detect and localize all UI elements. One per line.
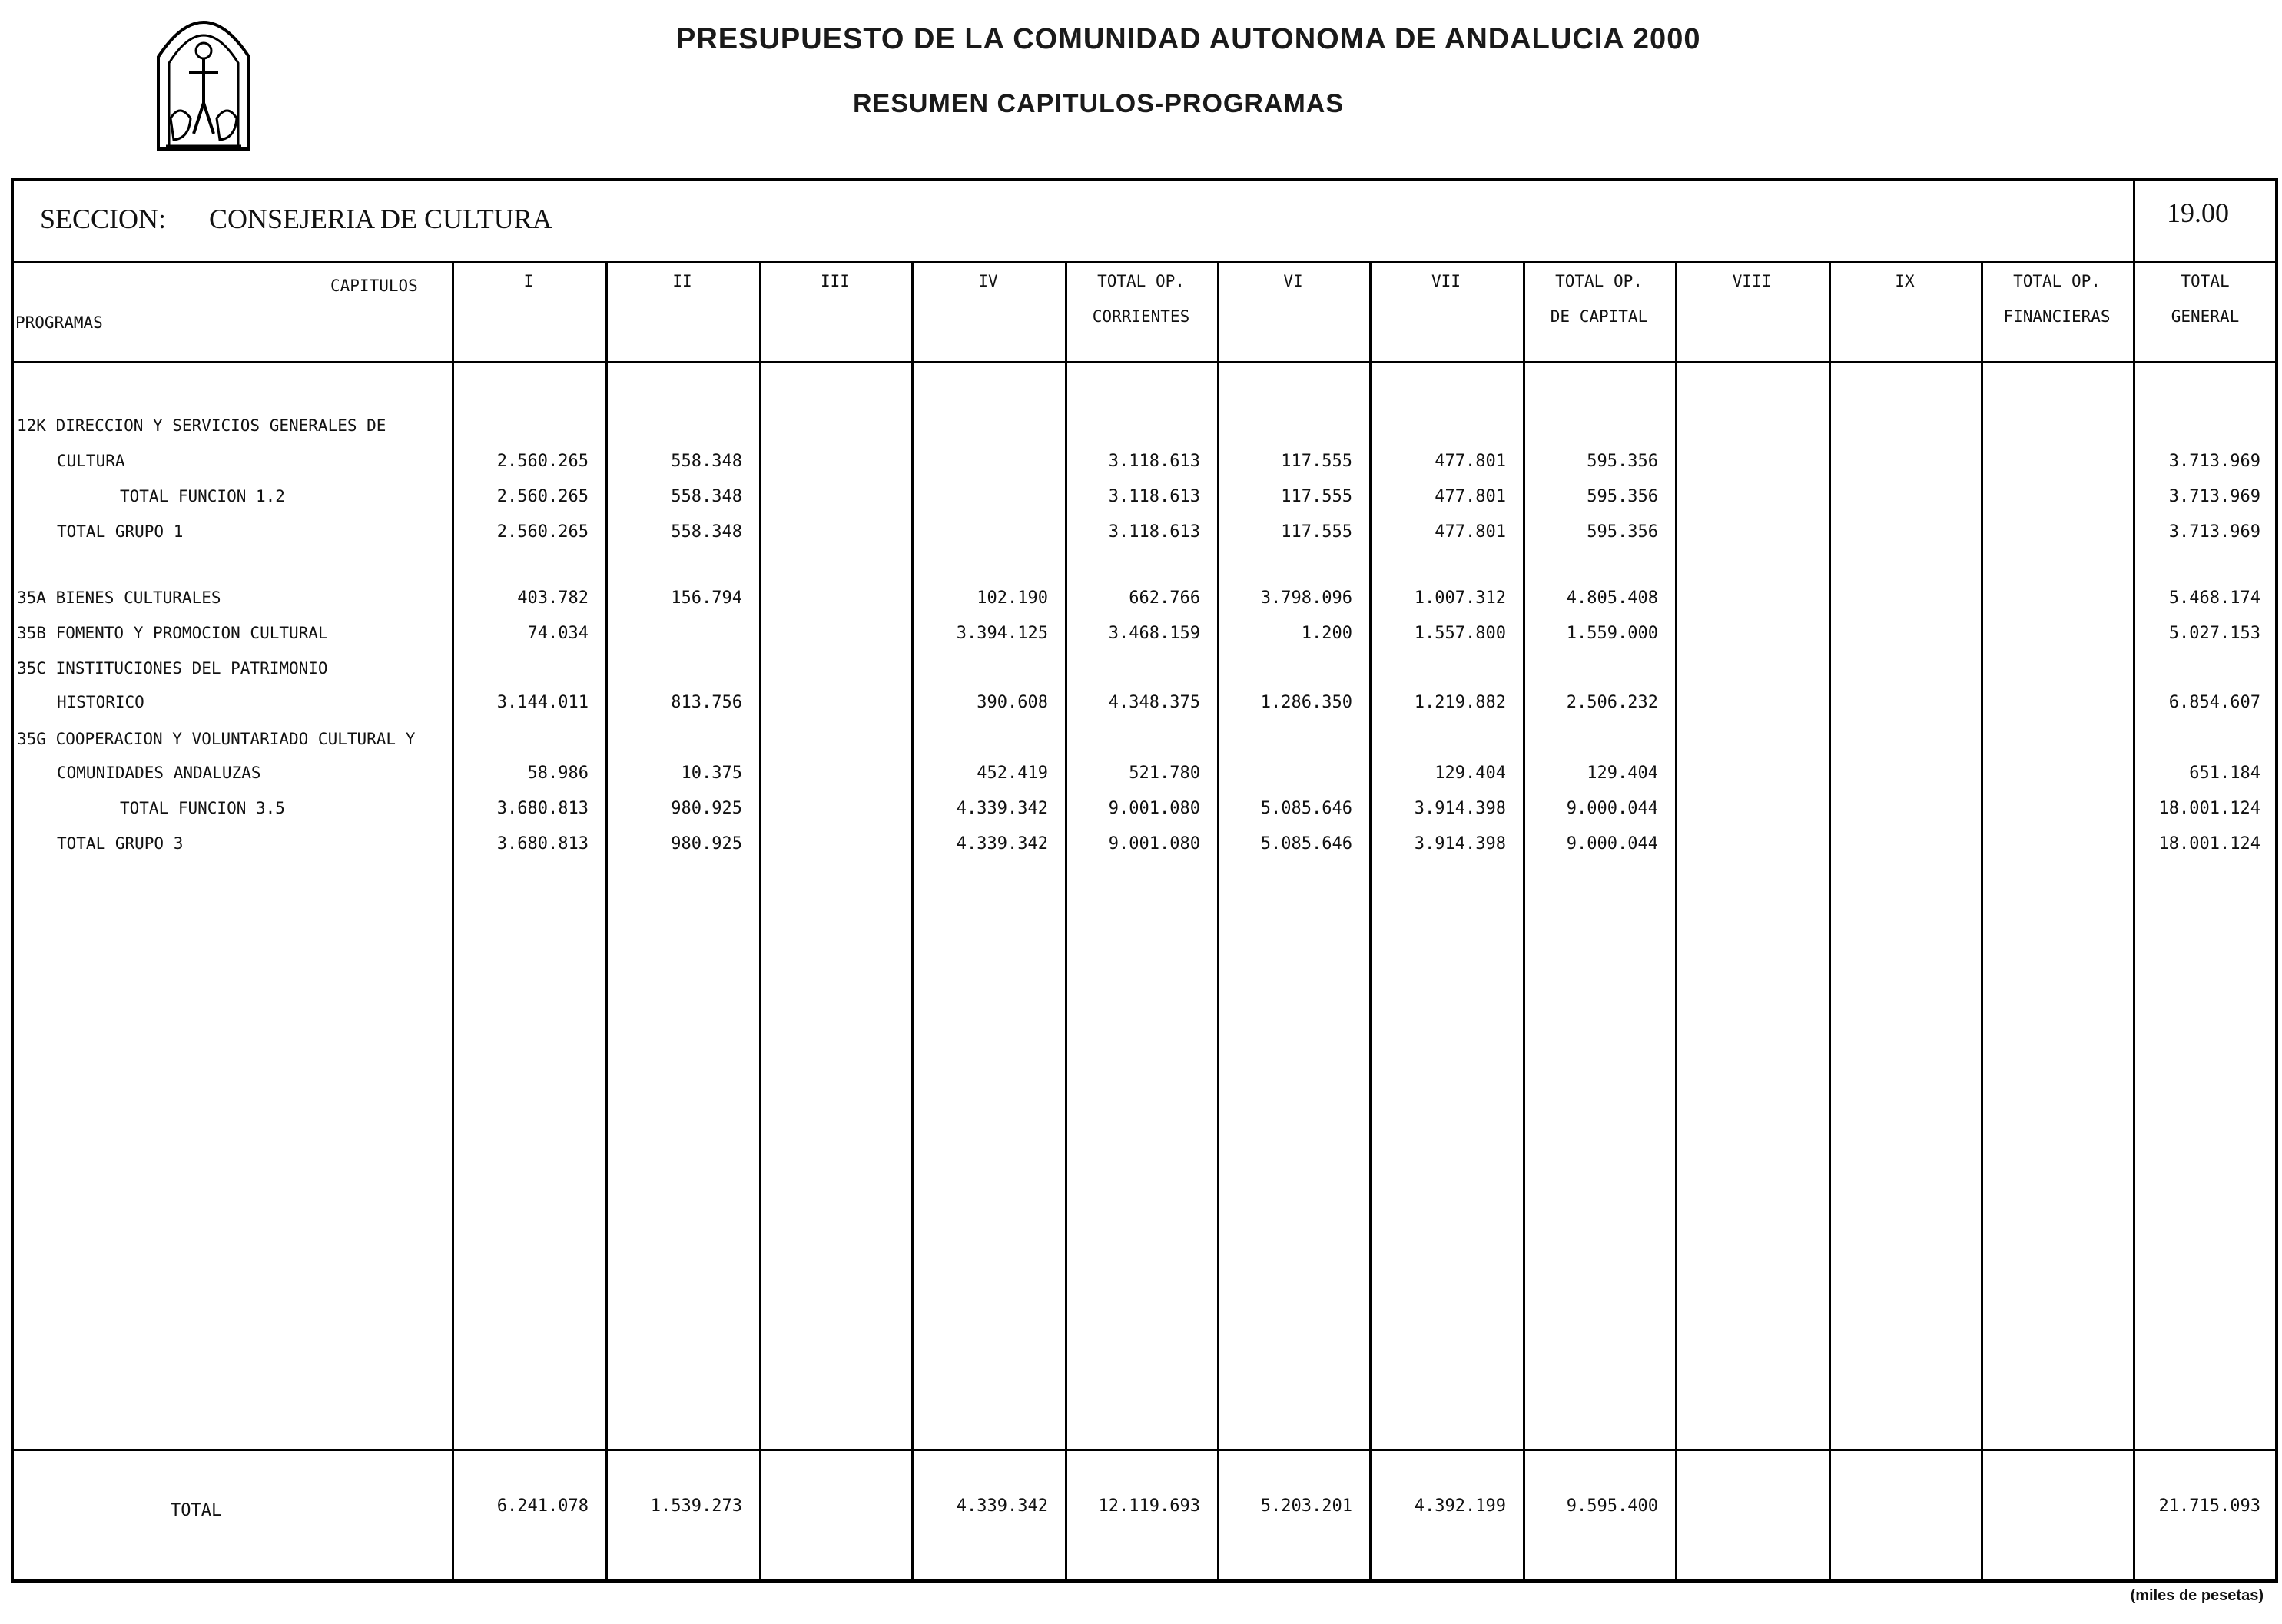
value-cell: 1.286.350 xyxy=(1260,693,1352,712)
value-cell: 452.419 xyxy=(977,764,1048,783)
value-cell: 117.555 xyxy=(1281,522,1352,542)
value-cell: 3.914.398 xyxy=(1414,834,1506,853)
value-cell: 3.118.613 xyxy=(1108,522,1200,542)
value-cell: 129.404 xyxy=(1587,764,1658,783)
program-label: COMUNIDADES ANDALUZAS xyxy=(57,764,261,782)
section-label: SECCION: xyxy=(40,204,167,234)
budget-table-frame xyxy=(11,178,2278,1583)
value-cell: 156.794 xyxy=(671,588,742,608)
section-code-divider xyxy=(2133,178,2135,263)
value-cell: 3.144.011 xyxy=(496,693,589,712)
value-cell: 5.468.174 xyxy=(2168,588,2260,608)
column-divider xyxy=(911,261,914,1583)
units-footnote: (miles de pesetas) xyxy=(2130,1587,2264,1604)
value-cell: 4.348.375 xyxy=(1108,693,1200,712)
value-cell: 58.986 xyxy=(527,764,589,783)
column-header: I xyxy=(523,272,534,290)
column-header: IX xyxy=(1895,272,1915,290)
program-label: HISTORICO xyxy=(57,693,144,711)
value-cell: 18.001.124 xyxy=(2158,834,2260,853)
header-programas: PROGRAMAS xyxy=(15,313,103,332)
program-label: TOTAL GRUPO 1 xyxy=(57,522,184,541)
total-value-cell: 4.339.342 xyxy=(956,1496,1048,1516)
total-divider xyxy=(11,1449,2278,1451)
value-cell: 477.801 xyxy=(1435,487,1506,506)
program-label: 35B FOMENTO Y PROMOCION CULTURAL xyxy=(17,624,328,642)
column-header: DE CAPITAL xyxy=(1550,307,1648,326)
column-header: III xyxy=(821,272,850,290)
value-cell: 3.468.159 xyxy=(1108,624,1200,643)
value-cell: 1.219.882 xyxy=(1414,693,1506,712)
value-cell: 2.560.265 xyxy=(496,487,589,506)
value-cell: 390.608 xyxy=(977,693,1048,712)
column-header: VI xyxy=(1283,272,1303,290)
value-cell: 558.348 xyxy=(671,522,742,542)
value-cell: 477.801 xyxy=(1435,522,1506,542)
value-cell: 403.782 xyxy=(517,588,589,608)
column-header: CORRIENTES xyxy=(1092,307,1190,326)
value-cell: 595.356 xyxy=(1587,522,1658,542)
program-label: TOTAL FUNCION 1.2 xyxy=(120,487,285,505)
program-label: 35A BIENES CULTURALES xyxy=(17,588,221,607)
section-name: CONSEJERIA DE CULTURA xyxy=(209,204,552,234)
value-cell: 558.348 xyxy=(671,452,742,471)
value-cell: 2.560.265 xyxy=(496,452,589,471)
value-cell: 662.766 xyxy=(1129,588,1200,608)
value-cell: 5.085.646 xyxy=(1260,799,1352,818)
value-cell: 117.555 xyxy=(1281,452,1352,471)
header-capitulos: CAPITULOS xyxy=(330,277,418,295)
program-label: 35C INSTITUCIONES DEL PATRIMONIO xyxy=(17,659,328,678)
column-header: II xyxy=(672,272,692,290)
program-label: TOTAL FUNCION 3.5 xyxy=(120,799,285,817)
column-header: TOTAL xyxy=(2181,272,2230,290)
value-cell: 2.560.265 xyxy=(496,522,589,542)
value-cell: 9.000.044 xyxy=(1566,799,1658,818)
column-header: VIII xyxy=(1732,272,1772,290)
program-label: TOTAL GRUPO 3 xyxy=(57,834,184,853)
value-cell: 4.339.342 xyxy=(956,799,1048,818)
value-cell: 3.118.613 xyxy=(1108,487,1200,506)
value-cell: 3.713.969 xyxy=(2168,487,2260,506)
column-header: GENERAL xyxy=(2171,307,2240,326)
value-cell: 595.356 xyxy=(1587,487,1658,506)
value-cell: 74.034 xyxy=(527,624,589,643)
program-label: 35G COOPERACION Y VOLUNTARIADO CULTURAL Y xyxy=(17,730,416,748)
value-cell: 1.559.000 xyxy=(1566,624,1658,643)
value-cell: 3.394.125 xyxy=(956,624,1048,643)
column-header: TOTAL OP. xyxy=(2013,272,2101,290)
value-cell: 5.085.646 xyxy=(1260,834,1352,853)
program-label: 12K DIRECCION Y SERVICIOS GENERALES DE xyxy=(17,416,386,435)
value-cell: 117.555 xyxy=(1281,487,1352,506)
total-value-cell: 5.203.201 xyxy=(1260,1496,1352,1516)
document-subtitle: RESUMEN CAPITULOS-PROGRAMAS xyxy=(853,89,1345,118)
total-value-cell: 12.119.693 xyxy=(1098,1496,1200,1516)
value-cell: 4.805.408 xyxy=(1566,588,1658,608)
column-header: IV xyxy=(978,272,998,290)
value-cell: 3.680.813 xyxy=(496,799,589,818)
total-value-cell: 9.595.400 xyxy=(1566,1496,1658,1516)
column-divider xyxy=(1675,261,1677,1583)
section-divider xyxy=(11,261,2278,263)
document-title: PRESUPUESTO DE LA COMUNIDAD AUTONOMA DE ANDALUCIA 2000 xyxy=(676,23,1701,55)
value-cell: 477.801 xyxy=(1435,452,1506,471)
column-divider xyxy=(1829,261,1831,1583)
value-cell: 4.339.342 xyxy=(956,834,1048,853)
column-divider xyxy=(759,261,761,1583)
value-cell: 129.404 xyxy=(1435,764,1506,783)
value-cell: 102.190 xyxy=(977,588,1048,608)
total-value-cell: 1.539.273 xyxy=(650,1496,742,1516)
value-cell: 521.780 xyxy=(1129,764,1200,783)
value-cell: 3.713.969 xyxy=(2168,452,2260,471)
total-label: TOTAL xyxy=(171,1501,222,1520)
value-cell: 980.925 xyxy=(671,834,742,853)
value-cell: 9.000.044 xyxy=(1566,834,1658,853)
value-cell: 651.184 xyxy=(2189,764,2260,783)
value-cell: 595.356 xyxy=(1587,452,1658,471)
section-code: 19.00 xyxy=(2167,197,2229,228)
column-header: FINANCIERAS xyxy=(2003,307,2111,326)
value-cell: 1.557.800 xyxy=(1414,624,1506,643)
value-cell: 1.007.312 xyxy=(1414,588,1506,608)
header-divider xyxy=(11,361,2278,363)
value-cell: 5.027.153 xyxy=(2168,624,2260,643)
value-cell: 980.925 xyxy=(671,799,742,818)
value-cell: 558.348 xyxy=(671,487,742,506)
value-cell: 10.375 xyxy=(681,764,742,783)
value-cell: 1.200 xyxy=(1301,624,1352,643)
value-cell: 9.001.080 xyxy=(1108,799,1200,818)
value-cell: 3.798.096 xyxy=(1260,588,1352,608)
value-cell: 3.914.398 xyxy=(1414,799,1506,818)
total-value-cell: 6.241.078 xyxy=(496,1496,589,1516)
total-value-cell: 4.392.199 xyxy=(1414,1496,1506,1516)
value-cell: 3.713.969 xyxy=(2168,522,2260,542)
column-header: TOTAL OP. xyxy=(1097,272,1185,290)
value-cell: 18.001.124 xyxy=(2158,799,2260,818)
value-cell: 2.506.232 xyxy=(1566,693,1658,712)
value-cell: 3.680.813 xyxy=(496,834,589,853)
andalucia-coat-of-arms-logo xyxy=(143,3,264,154)
column-divider xyxy=(1981,261,1983,1583)
column-header: VII xyxy=(1431,272,1461,290)
column-header: TOTAL OP. xyxy=(1555,272,1643,290)
value-cell: 813.756 xyxy=(671,693,742,712)
total-value-cell: 21.715.093 xyxy=(2158,1496,2260,1516)
program-label: CULTURA xyxy=(57,452,125,470)
value-cell: 3.118.613 xyxy=(1108,452,1200,471)
value-cell: 9.001.080 xyxy=(1108,834,1200,853)
value-cell: 6.854.607 xyxy=(2168,693,2260,712)
